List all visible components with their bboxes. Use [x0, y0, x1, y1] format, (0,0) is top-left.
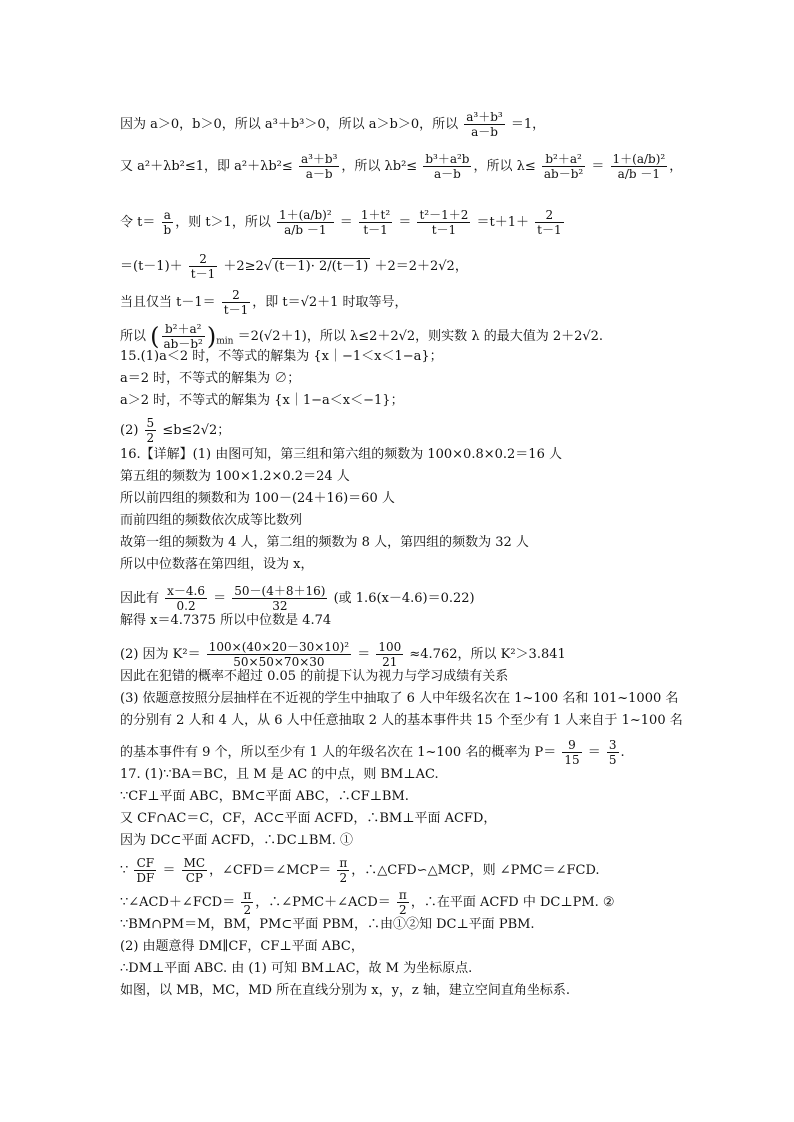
fraction — [182, 856, 207, 885]
denominator: t－1 — [363, 223, 388, 237]
line-31 — [120, 938, 780, 956]
text-run: ＝ — [209, 591, 231, 606]
text-run: 17. (1)∵BA＝BC，且 M 是 AC 的中点，则 BM⊥AC. — [120, 767, 439, 782]
text-run: . — [620, 745, 625, 760]
fraction — [189, 252, 217, 281]
text-run: (3) 依题意按照分层抽样在不近视的学生中抽取了 6 人中年级名次在 1~100 名和 101~1000 名 — [120, 691, 679, 706]
text-run: ＝ — [587, 159, 609, 174]
denominator: a/b －1 — [284, 223, 327, 237]
line-9 — [120, 392, 780, 410]
numerator: π — [339, 856, 348, 870]
text-run: ＝ — [394, 215, 416, 230]
numerator: 50－(4＋8＋16) — [234, 584, 326, 598]
text-run: ＋2≥2√ — [219, 259, 273, 274]
text-run: ∵CF⊥平面 ABC，BM⊂平面 ABC，∴CF⊥BM. — [120, 789, 409, 804]
numerator: a — [162, 208, 174, 223]
text-run: ，即 t＝√2＋1 时取等号， — [252, 295, 408, 310]
text-run: ＝ — [583, 745, 605, 760]
line-8 — [120, 370, 780, 388]
denominator: 0.2 — [176, 599, 196, 613]
text-run: ＝(t－1)＋ — [120, 259, 187, 274]
line-27 — [120, 832, 780, 850]
text-run: ＝2(√2＋1)，所以 λ≤2＋2√2，则实数 λ 的最大值为 2＋2√2. — [233, 329, 604, 344]
line-30 — [120, 916, 780, 934]
line-6 — [120, 322, 780, 351]
text-run: (2) — [120, 423, 143, 438]
line-19 — [120, 640, 780, 669]
line-4 — [120, 252, 780, 281]
text-run: (2) 由题意得 DM∥CF，CF⊥平面 ABC， — [120, 939, 364, 954]
denominator: 2 — [399, 903, 407, 917]
line-22 — [120, 712, 780, 730]
numerator: π — [243, 888, 252, 902]
text-run: ＋2＝2＋2√2， — [370, 259, 468, 274]
numerator: b²＋a² — [162, 322, 205, 337]
text-run: (2) 因为 K²＝ — [120, 647, 205, 662]
fraction — [611, 152, 668, 181]
line-10 — [120, 416, 780, 445]
denominator: 21 — [382, 655, 398, 669]
line-21 — [120, 690, 780, 708]
denominator: a/b －1 — [617, 167, 661, 181]
text-run: 所以 — [120, 329, 151, 344]
fraction — [241, 888, 253, 917]
text-run: 因此有 — [120, 591, 164, 606]
denominator: 5 — [608, 753, 617, 767]
text-run: 所以中位数落在第四组，设为 x， — [120, 557, 314, 572]
text-run: ＝ — [353, 647, 375, 662]
line-14 — [120, 512, 780, 530]
subscript: min — [216, 336, 234, 347]
denominator: t－1 — [223, 303, 249, 317]
text-run: ，∴在平面 ACFD 中 DC⊥PM. ② — [410, 895, 615, 910]
fraction — [134, 856, 156, 885]
line-24 — [120, 766, 780, 784]
denominator: a－b — [433, 167, 461, 181]
line-13 — [120, 490, 780, 508]
fraction — [376, 640, 403, 669]
numerator: 2 — [535, 208, 563, 223]
numerator: a³＋b³ — [300, 152, 338, 166]
denominator: a－b — [471, 125, 498, 139]
numerator: CF — [134, 856, 156, 871]
text-run: 当且仅当 t－1＝ — [120, 295, 220, 310]
text-run: 15.(1)a＜2 时，不等式的解集为 {x｜−1＜x＜1−a}； — [120, 349, 443, 364]
text-run: ，∴△CFD∽△MCP，则 ∠PMC＝∠FCD. — [351, 863, 600, 878]
numerator: MC — [183, 856, 206, 870]
text-run: 如图，以 MB，MC，MD 所在直线分别为 x，y，z 轴，建立空间直角坐标系. — [120, 983, 571, 998]
text-run: 的分别有 2 人和 4 人，从 6 人中任意抽取 2 人的基本事件共 15 个至少有 1 人来自于 1~100 名 — [120, 713, 683, 728]
denominator: ab－b² — [163, 337, 203, 351]
fraction — [165, 584, 207, 613]
numerator: 9 — [562, 738, 581, 753]
fraction — [162, 208, 174, 237]
fraction — [145, 416, 157, 445]
line-7 — [120, 348, 780, 366]
numerator: 2 — [189, 252, 217, 267]
text-run: 因此在犯错的概率不超过 0.05 的前提下认为视力与学习成绩有关系 — [120, 669, 509, 684]
fraction — [542, 152, 585, 181]
text-run: ≤b≤2√2； — [158, 423, 231, 438]
denominator: ab－b² — [543, 167, 584, 181]
line-26 — [120, 810, 780, 828]
text-run: ＝1， — [506, 117, 546, 132]
numerator: 5 — [146, 416, 155, 430]
text-run: ，∠CFD＝∠MCP＝ — [209, 863, 336, 878]
denominator: 50×50×70×30 — [233, 655, 325, 669]
numerator: π — [398, 888, 407, 902]
line-32 — [120, 960, 780, 978]
numerator: b³＋a²b — [425, 152, 470, 166]
line-3 — [120, 208, 780, 237]
text-run: ＝ — [335, 215, 357, 230]
text-run: 所以前四组的频数和为 100－(24＋16)＝60 人 — [120, 491, 395, 506]
text-run: 又 CF∩AC＝C，CF，AC⊂平面 ACFD，∴BM⊥平面 ACFD， — [120, 811, 497, 826]
numerator: 100×(40×20－30×10)² — [208, 640, 350, 654]
numerator: t²－1＋2 — [419, 208, 469, 222]
fraction — [299, 152, 339, 181]
text-run: ＝ — [158, 863, 180, 878]
text-run: ， — [669, 159, 683, 174]
radicand: (t－1)· 2/(t－1) — [274, 259, 369, 274]
fraction — [562, 738, 581, 767]
text-run: 第五组的频数为 100×1.2×0.2＝24 人 — [120, 469, 350, 484]
text-run: (或 1.6(x－4.6)＝0.22) — [329, 591, 475, 606]
numerator: 1＋(a/b)² — [612, 152, 666, 166]
text-run: ，∴∠PMC＋∠ACD＝ — [255, 895, 395, 910]
denominator: 2 — [243, 903, 252, 917]
line-12 — [120, 468, 780, 486]
fraction — [359, 208, 392, 237]
denominator: b — [163, 223, 172, 237]
text-run: 16.【详解】(1) 由图可知，第三组和第六组的频数为 100×0.8×0.2＝16 人 — [120, 447, 562, 462]
fraction — [222, 288, 250, 317]
big-paren: ) — [206, 322, 217, 351]
text-run: 令 t＝ — [120, 215, 160, 230]
line-2 — [120, 152, 780, 181]
denominator: t－1 — [190, 267, 216, 281]
numerator: x－4.6 — [167, 584, 205, 598]
text-run: 故第一组的频数为 4 人，第二组的频数为 8 人，第四组的频数为 32 人 — [120, 535, 529, 550]
text-run: ∴DM⊥平面 ABC. 由 (1) 可知 BM⊥AC，故 M 为坐标原点. — [120, 961, 473, 976]
text-run: 的基本事件有 9 个，所以至少有 1 人的年级名次在 1~100 名的概率为 P＝ — [120, 745, 561, 760]
line-29 — [120, 888, 780, 917]
numerator: b²＋a² — [542, 152, 585, 167]
line-1 — [120, 110, 780, 139]
text-run: ，则 t＞1，所以 — [175, 215, 275, 230]
text-run: a＞2 时，不等式的解集为 {x｜1−a＜x＜−1}； — [120, 393, 404, 408]
big-paren: ( — [150, 322, 160, 351]
line-23 — [120, 738, 780, 767]
denominator: 2 — [146, 431, 155, 445]
text-run: 因为 DC⊂平面 ACFD，∴DC⊥BM. ① — [120, 833, 354, 848]
line-15 — [120, 534, 780, 552]
numerator: 1＋(a/b)² — [278, 208, 332, 222]
numerator: 2 — [222, 288, 250, 303]
text-run: ＝t＋1＋ — [472, 215, 534, 230]
text-run: 因为 a＞0，b＞0，所以 a³＋b³＞0，所以 a＞b＞0，所以 — [120, 117, 463, 132]
text-run: 又 a²＋λb²≤1，即 a²＋λb²≤ — [120, 159, 297, 174]
fraction — [423, 152, 471, 181]
fraction — [535, 208, 563, 237]
text-run: ≈4.762，所以 K²＞3.841 — [405, 647, 566, 662]
fraction — [232, 584, 327, 613]
fraction — [397, 888, 409, 917]
text-run: 而前四组的频数依次成等比数列 — [120, 513, 303, 528]
text-run: 解得 x＝4.7375 所以中位数是 4.74 — [120, 613, 332, 628]
line-17 — [120, 584, 780, 613]
fraction — [207, 640, 351, 669]
line-5 — [120, 288, 780, 317]
fraction — [337, 856, 349, 885]
numerator: a³＋b³ — [466, 110, 503, 124]
fraction — [277, 208, 334, 237]
line-28 — [120, 856, 780, 885]
fraction — [417, 208, 470, 237]
line-25 — [120, 788, 780, 806]
numerator: 3 — [608, 738, 617, 752]
fraction — [464, 110, 504, 139]
text-run: ∵∠ACD＋∠FCD＝ — [120, 895, 240, 910]
text-run: a＝2 时，不等式的解集为 ∅； — [120, 371, 301, 386]
fraction — [162, 322, 205, 351]
denominator: CP — [185, 871, 203, 885]
line-33 — [120, 982, 780, 1000]
text-run: ∵BM∩PM＝M，BM，PM⊂平面 PBM，∴由①②知 DC⊥平面 PBM. — [120, 917, 535, 932]
denominator: 15 — [564, 753, 580, 767]
line-16 — [120, 556, 780, 574]
line-18 — [120, 612, 780, 630]
denominator: t－1 — [431, 223, 457, 237]
numerator: 1＋t² — [360, 208, 391, 222]
denominator: DF — [136, 871, 155, 885]
fraction — [607, 738, 619, 767]
denominator: t－1 — [537, 223, 562, 237]
denominator: 32 — [272, 599, 288, 613]
line-20 — [120, 668, 780, 686]
denominator: a－b — [305, 167, 333, 181]
numerator: 100 — [378, 640, 402, 654]
denominator: 2 — [339, 871, 348, 885]
text-run: ，所以 λb²≤ — [341, 159, 422, 174]
text-run: ，所以 λ≤ — [473, 159, 540, 174]
line-11 — [120, 446, 780, 464]
text-run: ∵ — [120, 863, 133, 878]
